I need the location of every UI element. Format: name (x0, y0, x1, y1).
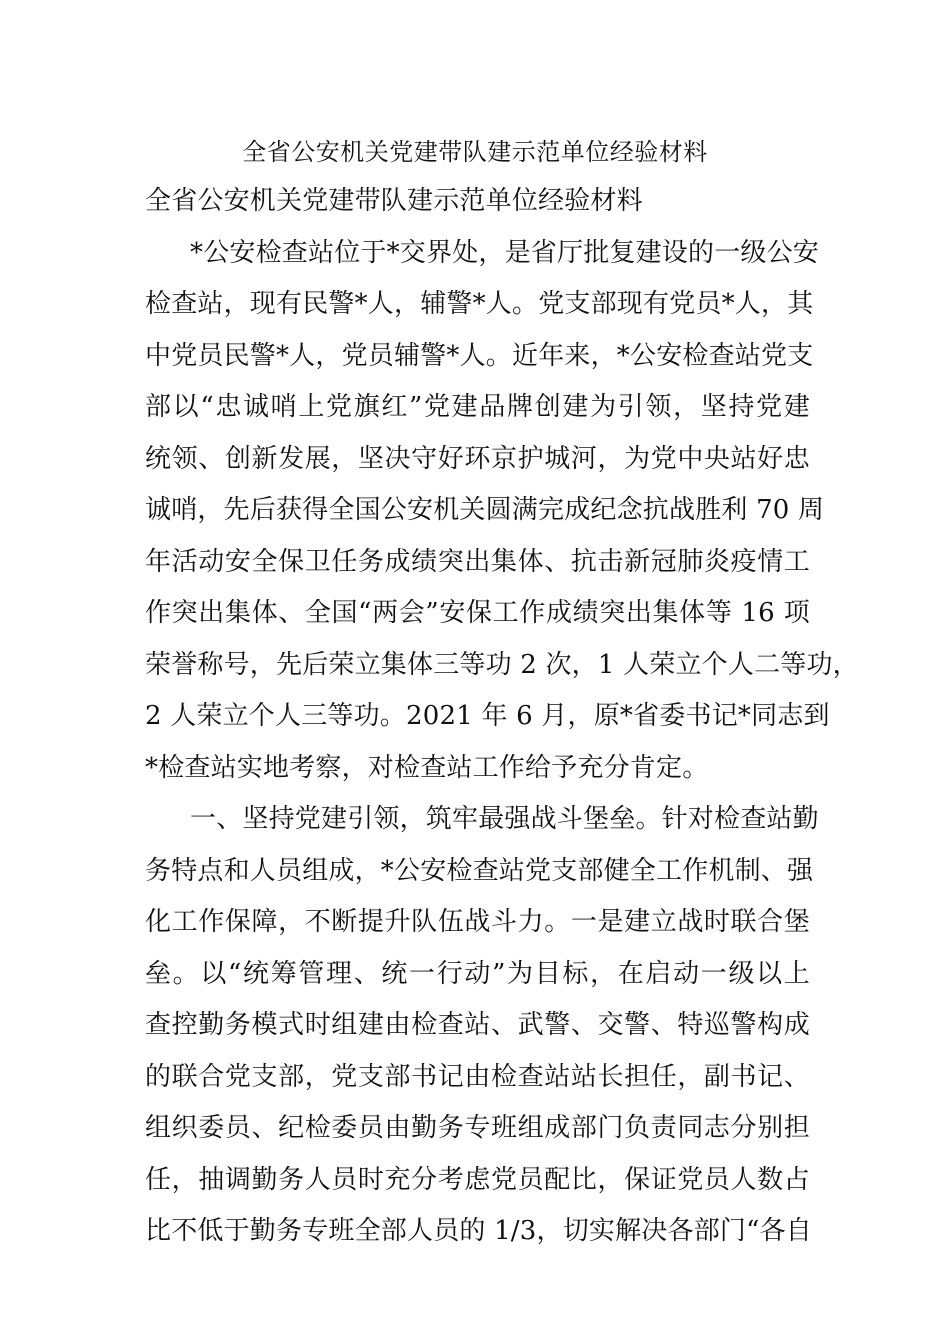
paragraph-line: 检查站，现有民警*人，辅警*人。党支部现有党员*人，其 (145, 289, 814, 319)
document-body (145, 176, 859, 1258)
paragraph-line: 务特点和人员组成，*公安检查站党支部健全工作机制、强 (145, 855, 814, 886)
paragraph-line: *公安检查站位于*交界处，是省厅批复建设的一级公安 (190, 237, 820, 268)
paragraph-line: 诚哨，先后获得全国公安机关圆满完成纪念抗战胜利 70 周 (145, 495, 825, 525)
paragraph-line: 查控勤务模式时组建由检查站、武警、交警、特巡警构成 (145, 1010, 810, 1040)
paragraph-line: 部以“忠诚哨上党旗红”党建品牌创建为引领，坚持党建 (145, 392, 810, 422)
paragraph-line: 年活动安全保卫任务成绩突出集体、抗击新冠肺炎疫情工 (145, 546, 810, 577)
paragraph-line: 比不低于勤务专班全部人员的 1/3，切实解决各部门“各自 (145, 1216, 813, 1246)
document-title: 全省公安机关党建带队建示范单位经验材料 (242, 138, 708, 166)
paragraph-line: 一、坚持党建引领，筑牢最强战斗堡垒。针对检查站勤 (190, 804, 819, 834)
paragraph-line: 荣誉称号，先后荣立集体三等功 2 次，1 人荣立个人二等功， (145, 649, 859, 680)
paragraph-line: 2 人荣立个人三等功。2021 年 6 月，原*省委书记*同志到 (145, 701, 830, 731)
paragraph-line: 的联合党支部，党支部书记由检查站站长担任，副书记、 (145, 1061, 810, 1092)
document-subtitle: 全省公安机关党建带队建示范单位经验材料 (145, 186, 643, 216)
paragraph-line: 化工作保障，不断提升队伍战斗力。一是建立战时联合堡 (145, 907, 810, 937)
paragraph-section-one (145, 794, 819, 1258)
paragraph-line: 中党员民警*人，党员辅警*人。近年来，*公安检查站党支 (145, 340, 814, 371)
paragraph-line: *检查站实地考察，对检查站工作给予充分肯定。 (145, 752, 709, 783)
paragraph-intro (145, 228, 859, 795)
paragraph-line: 任，抽调勤务人员时充分考虑党员配比，保证党员人数占 (145, 1164, 810, 1195)
paragraph-line: 组织委员、纪检委员由勤务专班组成部门负责同志分别担 (145, 1113, 810, 1143)
paragraph-line: 垒。以“统筹管理、统一行动”为目标，在启动一级以上 (145, 958, 810, 989)
paragraph-line: 作突出集体、全国“两会”安保工作成绩突出集体等 16 项 (145, 598, 810, 628)
paragraph-line: 统领、创新发展，坚决守好环京护城河，为党中央站好忠 (145, 443, 810, 474)
